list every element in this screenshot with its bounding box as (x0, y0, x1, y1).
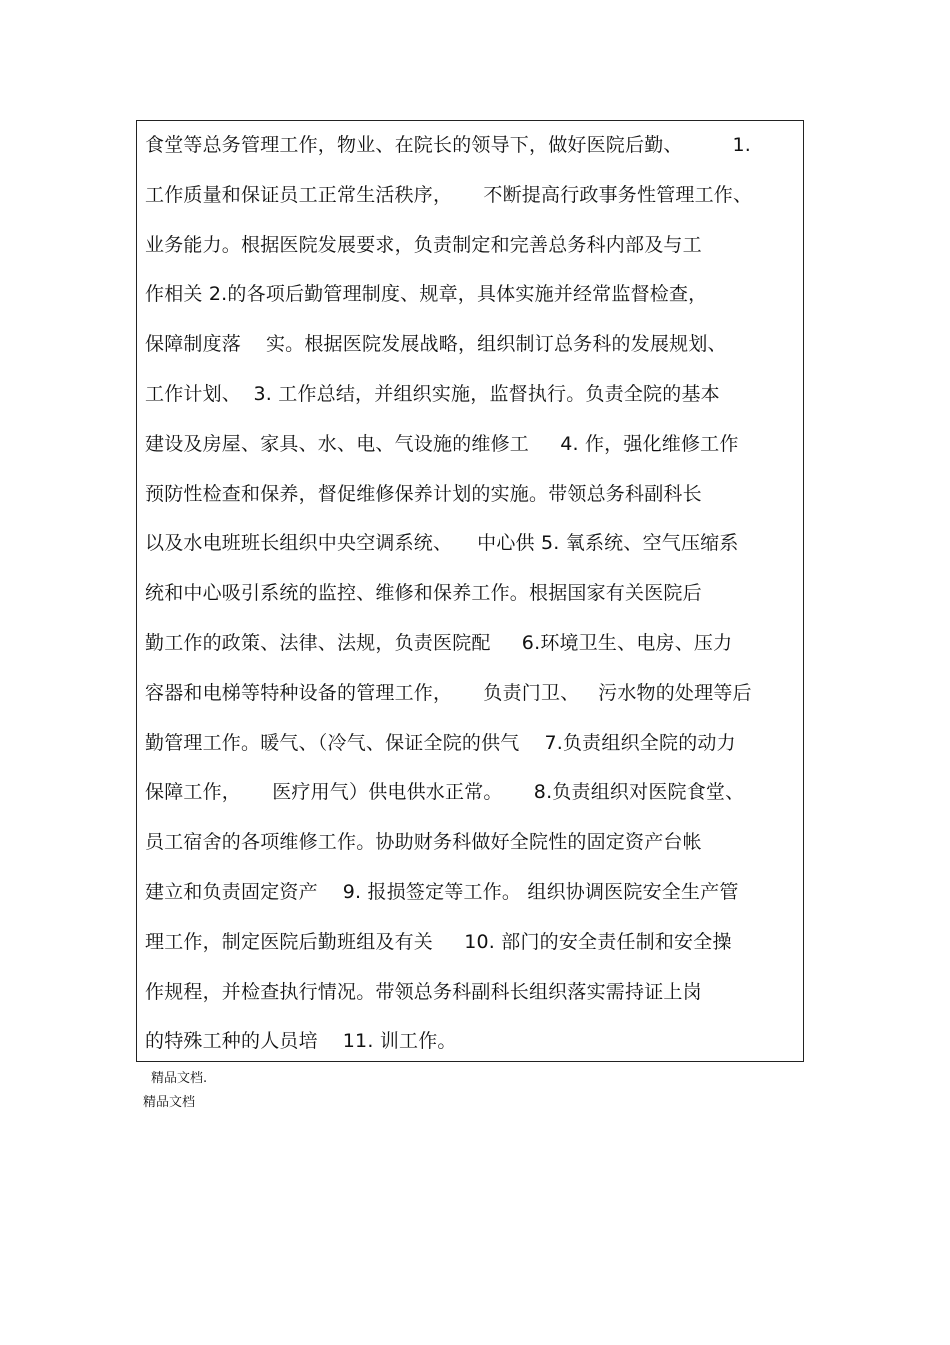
text-line: 容器和电梯等特种设备的管理工作， 负责门卫、 污水物的处理等后 (145, 681, 752, 704)
text-line: 保障制度落 实。根据医院发展战略，组织制订总务科的发展规划、 (145, 333, 727, 356)
footer-label-2: 精品文档 (143, 1095, 196, 1110)
text-line: 以及水电班班长组织中央空调系统、 中心供 5. 氧系统、空气压缩系 (145, 532, 739, 555)
text-line: 勤工作的政策、法律、法规，负责医院配 6.环境卫生、电房、压力 (145, 631, 733, 654)
text-line: 建设及房屋、家具、水、电、气设施的维修工 4. 作，强化维修工作 (145, 432, 739, 455)
text-line: 员工宿舍的各项维修工作。协助财务科做好全院性的固定资产台帐 (145, 831, 702, 854)
footer-label-1: 精品文档. (151, 1071, 208, 1086)
text-line: 理工作，制定医院后勤班组及有关 10. 部门的安全责任制和安全操 (145, 930, 732, 953)
text-box (136, 120, 804, 1062)
text-line: 建立和负责固定资产 9. 报损签定等工作。 组织协调医院安全生产管 (145, 880, 739, 903)
text-lines (145, 131, 795, 1077)
text-line: 勤管理工作。暖气、（冷气、保证全院的供气 7.负责组织全院的动力 (145, 731, 736, 754)
text-line: 保障工作， 医疗用气）供电供水正常。 8.负责组织对医院食堂、 (145, 781, 745, 804)
text-line: 作规程，并检查执行情况。带领总务科副科长组织落实需持证上岗 (145, 980, 702, 1003)
text-line: 作相关 2.的各项后勤管理制度、规章，具体实施并经常监督检查， (145, 283, 708, 306)
text-line: 预防性检查和保养，督促维修保养计划的实施。带领总务科副科长 (145, 482, 702, 505)
text-line: 的特殊工种的人员培 11. 训工作。 (145, 1030, 457, 1053)
text-line: 食堂等总务管理工作，物业、在院长的领导下，做好医院后勤、 1. (145, 134, 752, 156)
text-line: 业务能力。根据医院发展要求，负责制定和完善总务科内部及与工 (145, 233, 702, 256)
text-line: 统和中心吸引系统的监控、维修和保养工作。根据国家有关医院后 (145, 582, 702, 605)
text-line: 工作质量和保证员工正常生活秩序， 不断提高行政事务性管理工作、 (145, 183, 753, 206)
text-line: 工作计划、 3. 工作总结，并组织实施，监督执行。负责全院的基本 (145, 382, 720, 405)
